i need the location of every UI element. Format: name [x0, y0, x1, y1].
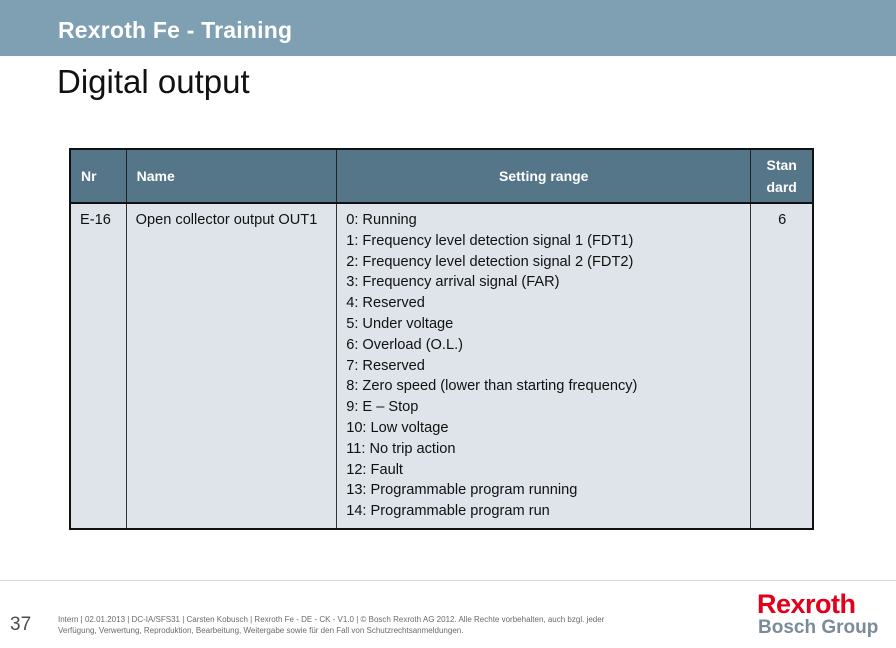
column-header-name: Name: [126, 149, 337, 203]
rexroth-logo: [757, 590, 878, 638]
logo-brand-text: Rexroth: [757, 589, 856, 619]
column-header-standard: [751, 149, 813, 203]
table-header-row: [70, 149, 813, 203]
setting-option: 12: Fault: [346, 461, 403, 478]
setting-option: 2: Frequency level detection signal 2 (FDT2): [346, 253, 634, 270]
setting-option: 3: Frequency arrival signal (FAR): [346, 274, 560, 291]
cell-standard: 6: [751, 203, 813, 529]
cell-name: Open collector output OUT1: [126, 203, 337, 529]
footer-legal-line1: Intern | 02.01.2013 | DC-IA/SFS31 | Carsten Kobusch | Rexroth Fe - DE - CK - V1.0 | © Bosch Rexroth AG 2012. Alle Rechte vorbehalten, auch bzgl. jeder: [58, 615, 605, 624]
parameter-table: [69, 148, 814, 530]
logo-group-text: Bosch Group: [758, 617, 879, 638]
setting-option: 1: Frequency level detection signal 1 (FDT1): [346, 232, 634, 249]
column-header-standard-line1: Stan: [766, 157, 797, 173]
setting-option: 14: Programmable program run: [346, 503, 550, 520]
footer-legal-text: [58, 614, 718, 636]
setting-option: 13: Programmable program running: [346, 482, 578, 499]
table-row: [70, 203, 813, 529]
footer-divider: [0, 580, 896, 581]
setting-option: 4: Reserved: [346, 295, 425, 312]
setting-option: 9: E – Stop: [346, 399, 419, 416]
setting-option: 0: Running: [346, 212, 417, 228]
cell-setting-range: [337, 203, 751, 529]
footer-legal-line2: Verfügung, Verwertung, Reproduktion, Bearbeitung, Weitergabe sowie für den Fall von Schutzrechtsanmeldungen.: [58, 626, 464, 635]
cell-nr: E-16: [70, 203, 126, 529]
column-header-standard-line2: dard: [766, 179, 797, 195]
setting-option: 10: Low voltage: [346, 419, 449, 436]
header-bar: [0, 0, 896, 56]
deck-title: Rexroth Fe - Training: [58, 17, 293, 43]
slide-title: Digital output: [57, 63, 250, 100]
setting-option: 5: Under voltage: [346, 315, 454, 332]
setting-option: 6: Overload (O.L.): [346, 336, 463, 353]
column-header-setting-range: Setting range: [337, 149, 751, 203]
setting-option: 11: No trip action: [346, 440, 456, 457]
page-number: 37: [10, 614, 32, 635]
setting-option: 7: Reserved: [346, 357, 425, 374]
setting-option: 8: Zero speed (lower than starting frequency): [346, 378, 638, 395]
column-header-nr: Nr: [70, 149, 126, 203]
